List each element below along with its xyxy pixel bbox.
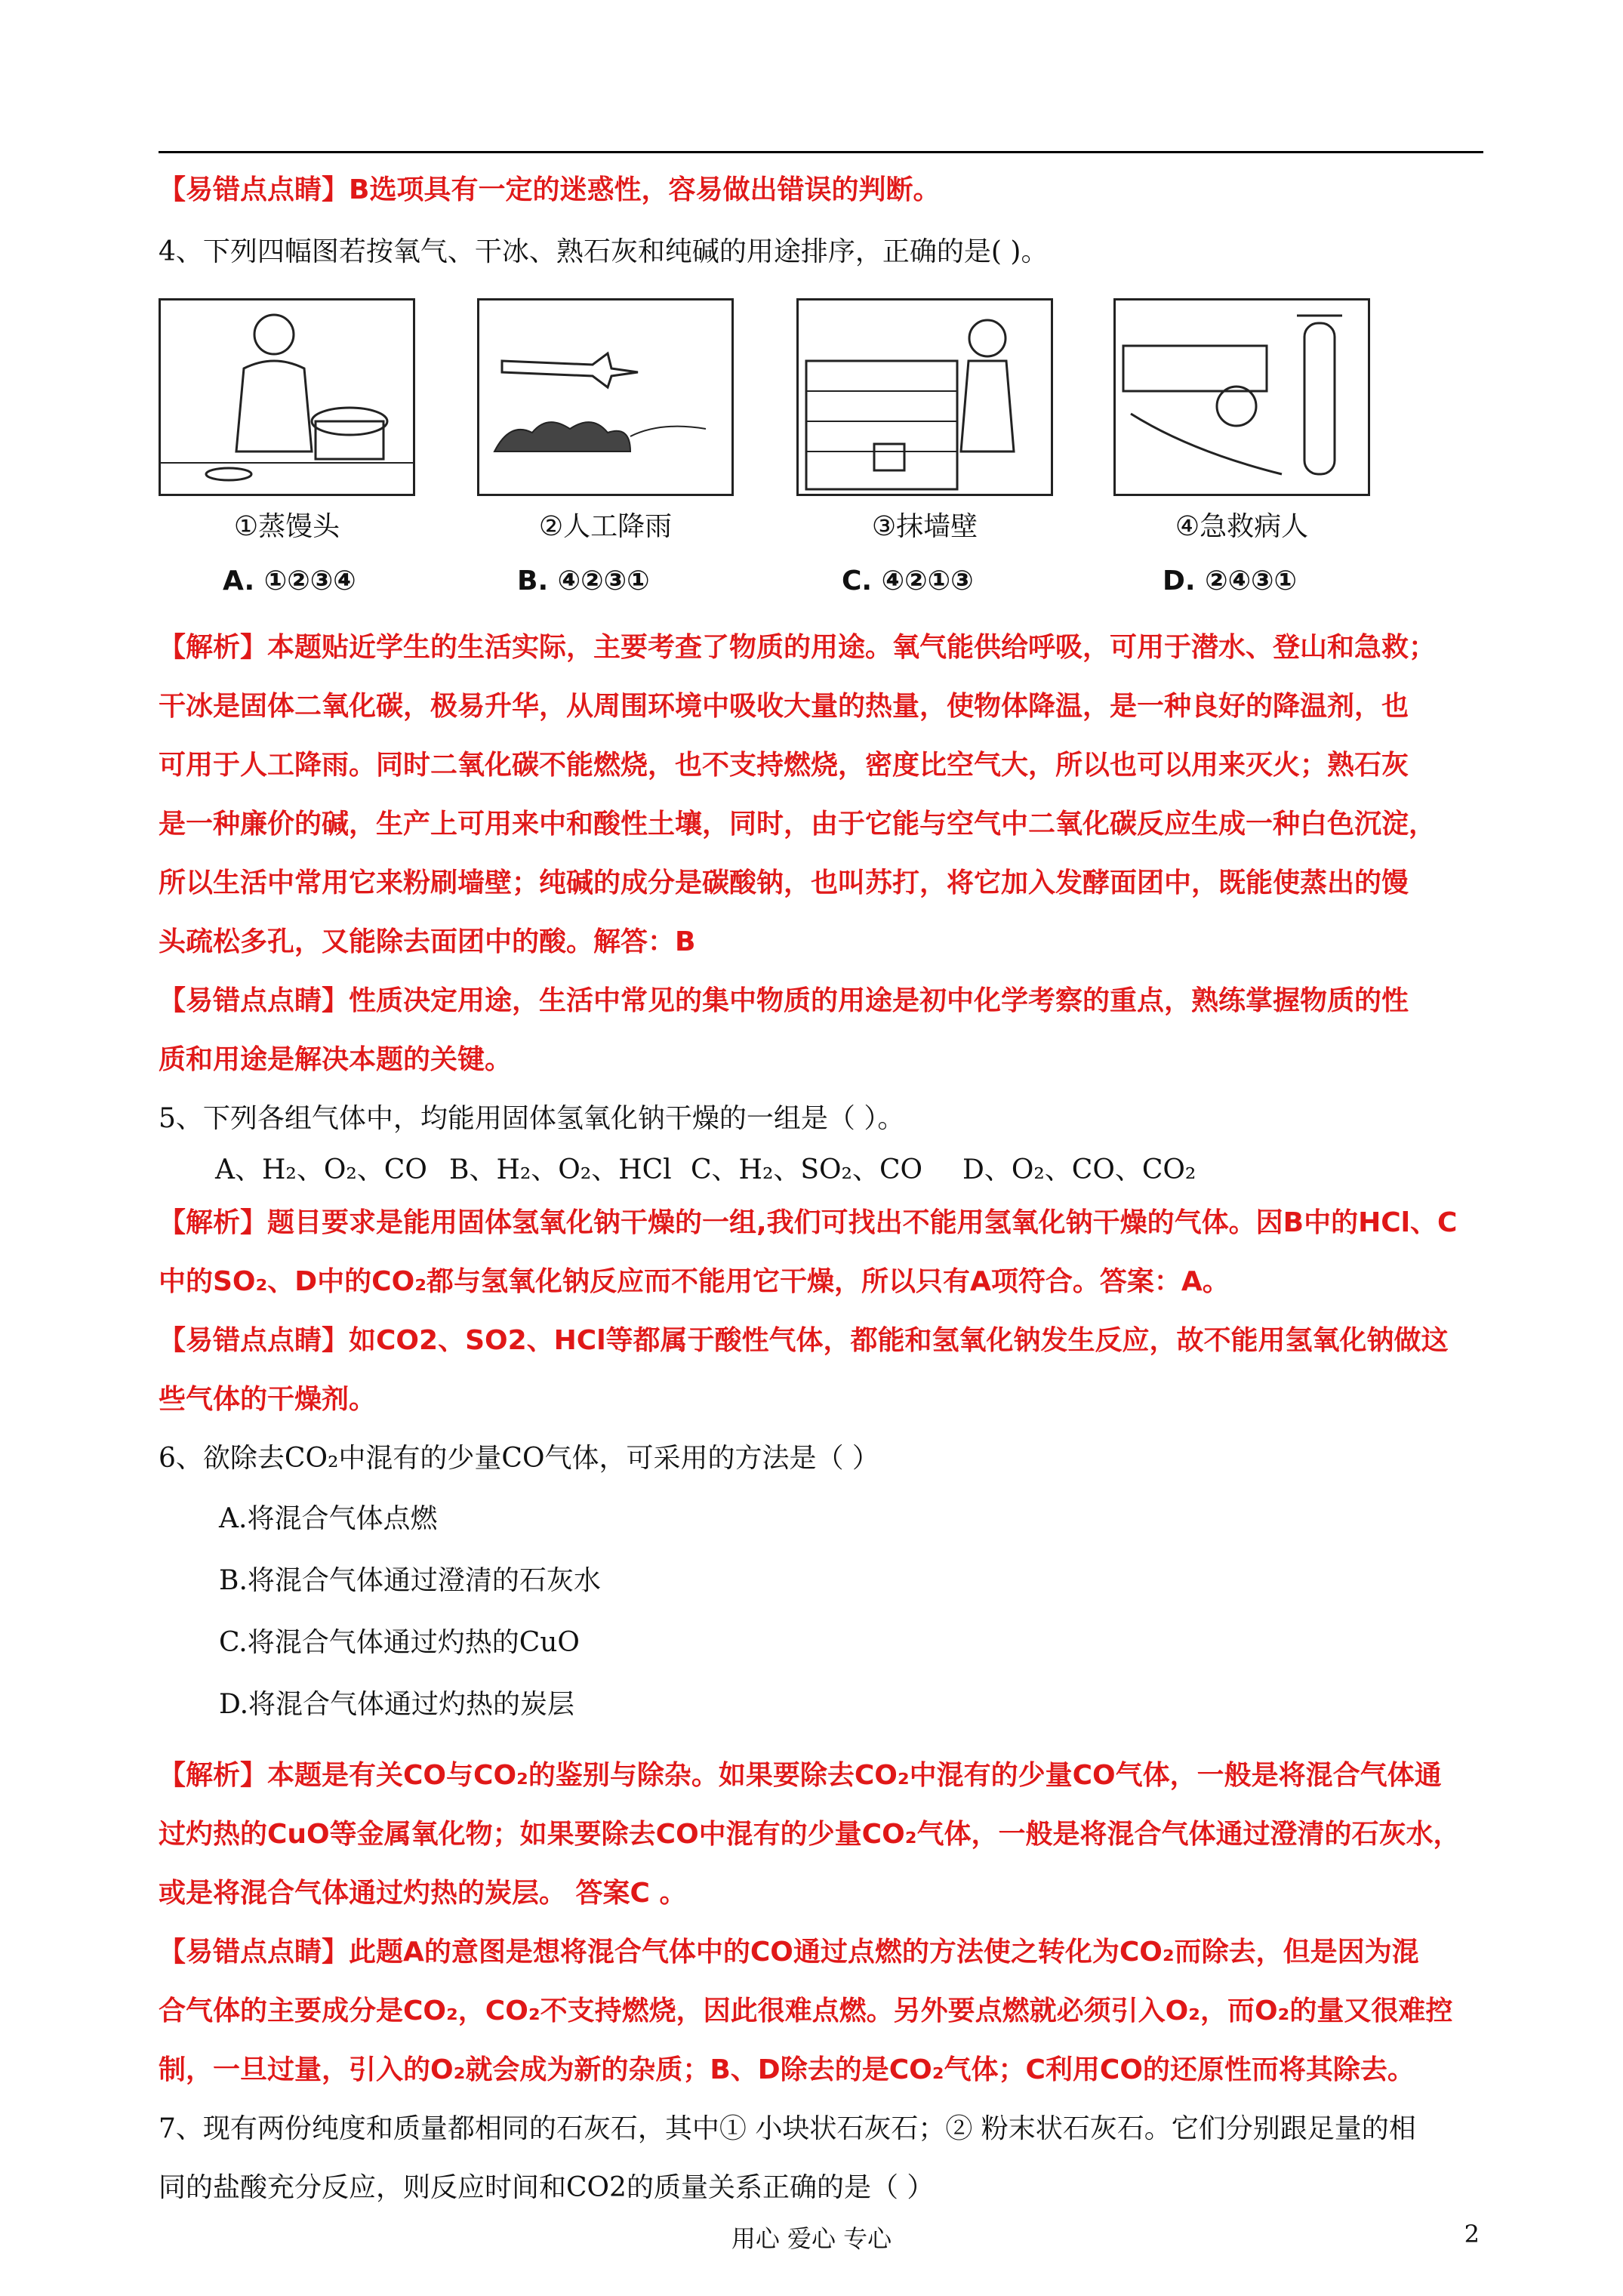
q4-analysis-line: 所以生活中常用它来粉刷墙壁；纯碱的成分是碳酸钠，也叫苏打，将它加入发酵面团中，既能使蒸出的馒	[159, 868, 1409, 898]
q6-tip-line: 制，一旦过量，引入的O₂就会成为新的杂质；B、D除去的是CO₂气体；C利用CO的还原性而将其除去。	[159, 2054, 1415, 2085]
q7-stem	[159, 2100, 1483, 2217]
figure-4	[1113, 298, 1370, 544]
q4-figures	[159, 298, 1483, 547]
q4-analysis-line: 可用于人工降雨。同时二氧化碳不能燃烧，也不支持燃烧，密度比空气大，所以也可以用来灭火；熟石灰	[159, 750, 1409, 781]
header-tip: 【易错点点睛】B选项具有一定的迷惑性，容易做出错误的判断。	[159, 174, 941, 205]
q6-option-d: D.将混合气体通过灼热的炭层	[219, 1689, 575, 1720]
q4-analysis-line: 是一种廉价的碱，生产上可用来中和酸性土壤，同时，由于它能与空气中二氧化碳反应生成一种白色沉淀，	[159, 809, 1437, 840]
q4-option-a: A. ①②③④	[223, 566, 356, 596]
q4-option-d: D. ②④③①	[1163, 566, 1298, 596]
figure-4-caption: ④急救病人	[1175, 511, 1309, 542]
q4-tip	[159, 972, 1483, 1089]
q6-analysis	[159, 1746, 1483, 1923]
q4-tip-line: 【易错点点睛】性质决定用途，生活中常见的集中物质的用途是初中化学考察的重点，熟练掌握物质的性	[159, 985, 1409, 1016]
q6-option-c: C.将混合气体通过灼热的CuO	[219, 1627, 580, 1658]
footer-motto: 用心 爱心 专心	[731, 2224, 892, 2253]
first-aid-icon	[1113, 298, 1370, 496]
q5-stem: 5、下列各组气体中，均能用固体氢氧化钠干燥的一组是（ ）。	[159, 1103, 905, 1134]
q6-option-a: A.将混合气体点燃	[219, 1503, 438, 1534]
plaster-wall-icon	[796, 298, 1053, 496]
q6-tip-line: 合气体的主要成分是CO₂，CO₂不支持燃烧，因此很难点燃。另外要点燃就必须引入O₂，而O₂的量又很难控	[159, 1996, 1453, 2026]
figure-1	[159, 298, 415, 544]
q4-option-b: B. ④②③①	[517, 566, 650, 596]
steaming-buns-icon	[159, 298, 415, 496]
figure-3	[796, 298, 1053, 544]
q5-tip	[159, 1311, 1483, 1429]
q4-tip-line: 质和用途是解决本题的关键。	[159, 1044, 513, 1075]
q6-tip-line: 【易错点点睛】此题A的意图是想将混合气体中的CO通过点燃的方法使之转化为CO₂而除去，但是因为混	[159, 1937, 1419, 1968]
q6-analysis-line: 【解析】本题是有关CO与CO₂的鉴别与除杂。如果要除去CO₂中混有的少量CO气体，一般是将混合气体通	[159, 1760, 1442, 1791]
page-content	[159, 155, 1483, 2217]
q5-tip-line: 些气体的干燥剂。	[159, 1384, 377, 1415]
figure-1-caption: ①蒸馒头	[233, 511, 340, 542]
q4-analysis-line: 头疏松多孔，又能除去面团中的酸。解答：B	[159, 926, 696, 957]
q7-stem-line: 同的盐酸充分反应，则反应时间和CO2的质量关系正确的是（ ）	[159, 2172, 935, 2203]
q5-tip-line: 【易错点点睛】如CO2、SO2、HCl等都属于酸性气体，都能和氢氧化钠发生反应，故不能用氢氧化钠做这	[159, 1325, 1449, 1356]
q6-analysis-line: 或是将混合气体通过灼热的炭层。 答案C 。	[159, 1878, 687, 1909]
figure-2	[477, 298, 734, 544]
q7-stem-line: 7、现有两份纯度和质量都相同的石灰石，其中① 小块状石灰石；② 粉末状石灰石。它们分别跟足量的相	[159, 2113, 1416, 2144]
artificial-rain-icon	[477, 298, 734, 496]
q4-analysis	[159, 618, 1483, 972]
q6-analysis-line: 过灼热的CuO等金属氧化物；如果要除去CO中混有的少量CO₂气体，一般是将混合气体通过澄清的石灰水，	[159, 1819, 1461, 1850]
figure-2-caption: ②人工降雨	[538, 511, 673, 542]
q5-options	[159, 1148, 1483, 1194]
q5-option-c: C、H₂、SO₂、CO	[691, 1154, 923, 1185]
q4-stem: 4、下列四幅图若按氧气、干冰、熟石灰和纯碱的用途排序，正确的是( )。	[159, 236, 1049, 267]
q4-options	[159, 566, 1483, 618]
figure-3-caption: ③抹墙壁	[871, 511, 978, 542]
q5-analysis-line: 【解析】题目要求是能用固体氢氧化钠干燥的一组,我们可找出不能用氢氧化钠干燥的气体。因B中的HCl、C	[159, 1207, 1458, 1238]
q5-analysis	[159, 1194, 1483, 1311]
q6-stem: 6、欲除去CO₂中混有的少量CO气体，可采用的方法是（ ）	[159, 1443, 879, 1474]
header-rule	[159, 151, 1483, 153]
q6-option-b: B.将混合气体通过澄清的石灰水	[219, 1565, 601, 1596]
q4-option-c: C. ④②①③	[842, 566, 974, 596]
q6-tip	[159, 1923, 1483, 2100]
q4-analysis-line: 【解析】本题贴近学生的生活实际，主要考查了物质的用途。氧气能供给呼吸，可用于潜水、登山和急救；	[159, 632, 1437, 663]
q5-analysis-line: 中的SO₂、D中的CO₂都与氢氧化钠反应而不能用它干燥，所以只有A项符合。答案：A。	[159, 1266, 1230, 1297]
q4-analysis-line: 干冰是固体二氧化碳，极易升华，从周围环境中吸收大量的热量，使物体降温，是一种良好的降温剂，也	[159, 691, 1409, 722]
q5-option-b: B、H₂、O₂、HCl	[449, 1154, 672, 1185]
q5-option-d: D、O₂、CO、CO₂	[962, 1154, 1196, 1185]
page-number: 2	[1464, 2220, 1480, 2248]
q5-option-a: A、H₂、O₂、CO	[215, 1154, 427, 1185]
